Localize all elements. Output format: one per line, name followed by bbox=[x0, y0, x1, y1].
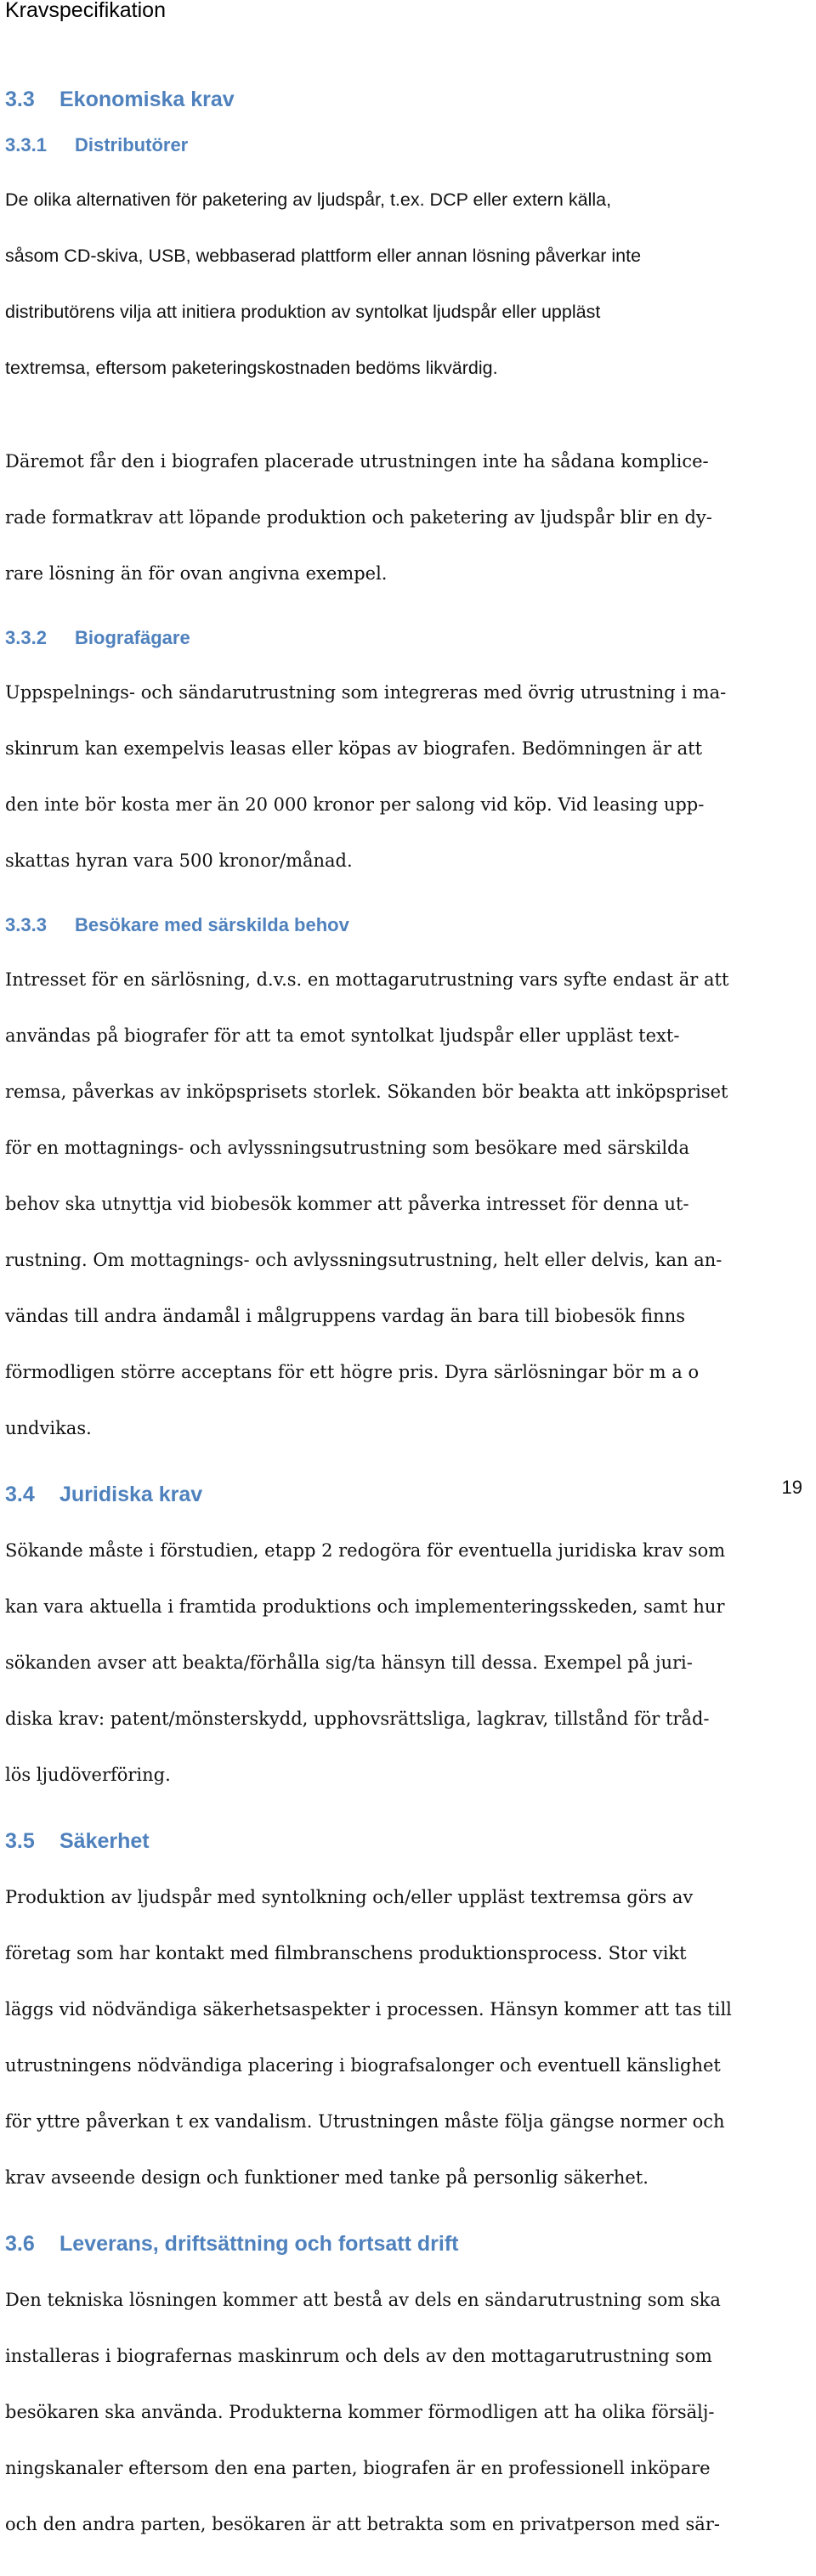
heading-number: 3.3 bbox=[5, 88, 35, 111]
heading-title: Ekonomiska krav bbox=[60, 88, 235, 111]
heading-3-5 bbox=[5, 1827, 811, 1856]
heading-3-6 bbox=[5, 2229, 811, 2258]
heading-title: Juridiska krav bbox=[60, 1483, 203, 1506]
heading-number: 3.5 bbox=[5, 1829, 35, 1853]
paragraph-legal: Sökande måste i förstudien, etapp 2 redogöra för eventuella juridiska krav som kan vara aktuella i framtida produktions och implementeringsskeden, samt hur sökanden avser att beakta/förhålla sig/ta hänsyn till dessa. Exempel på juri- diska krav: patent/mönsterskydd, upphovsrättsliga, lagkrav, tillstånd för tråd- lös ljudöverföring. bbox=[5, 1540, 726, 1785]
paragraph-delivery: Den tekniska lösningen kommer att bestå av dels en sändarutrustning som ska installeras i biografernas maskinrum och dels av den mottagarutrustning som besökaren ska använda. Produkterna kommer förmodligen att ha olika försälj- ningskanaler eftersom den ena parten, biografen är en professionell inköpare och den andra parten, besökaren är att betrakta som en privatperson med sär- bbox=[5, 2290, 721, 2534]
heading-3-3-2 bbox=[5, 625, 811, 651]
heading-3-4 bbox=[5, 1480, 811, 1509]
heading-title: Besökare med särskilda behov bbox=[75, 914, 349, 935]
page-content bbox=[5, 85, 811, 2576]
paragraph-distributors-1: De olika alternativen för paketering av ljudspår, t.ex. DCP eller extern källa, såsom CD-skiva, USB, webbaserad plattform eller annan lösning påverkar inte distributörens vilja att initiera produktion av syntolkat ljudspår eller uppläst textremsa, eftersom paketeringskostnaden bedöms likvärdig. bbox=[5, 189, 642, 378]
heading-3-3-3 bbox=[5, 912, 811, 938]
heading-number: 3.3.1 bbox=[5, 134, 47, 155]
heading-title: Säkerhet bbox=[60, 1829, 150, 1853]
page-number: 19 bbox=[781, 1477, 802, 1498]
heading-title: Leverans, driftsättning och fortsatt drift bbox=[60, 2232, 459, 2256]
heading-title: Biografägare bbox=[75, 627, 190, 648]
paragraph-distributors-2: Däremot får den i biografen placerade utrustningen inte ha sådana komplice- rade formatkrav att löpande produktion och paketering av ljudspår blir en dy- rare lösning än för ovan angivna exempel. bbox=[5, 451, 712, 584]
heading-number: 3.3.3 bbox=[5, 914, 47, 935]
heading-3-3-1 bbox=[5, 133, 811, 158]
heading-number: 3.4 bbox=[5, 1483, 35, 1506]
heading-3-3 bbox=[5, 85, 811, 114]
paragraph-safety: Produktion av ljudspår med syntolkning och/eller uppläst textremsa görs av företag som har kontakt med filmbranschens produktionsprocess. Stor vikt läggs vid nödvändiga säkerhetsaspekter i processen. Hänsyn kommer att tas till utrustningens nödvändiga placering i biografsalonger och eventuell känslighet för yttre påverkan t ex vandalism. Utrustningen måste följa gängse normer och krav avseende design och funktioner med tanke på personlig säkerhet. bbox=[5, 1887, 732, 2188]
running-header: Kravspecifikation bbox=[5, 0, 166, 22]
paragraph-visitors: Intresset för en särlösning, d.v.s. en mottagarutrustning vars syfte endast är att användas på biografer för att ta emot syntolkat ljudspår eller uppläst text- remsa, påverkas av inköpsprisets storlek. Sökanden bör beakta att inköpspriset för en mottagnings- och avlyssningsutrustning som besökare med särskilda behov ska utnyttja vid biobesök kommer att påverka intresset för denna ut- rustning. Om mottagnings- och avlyssningsutrustning, helt eller delvis, kan an- vändas till andra ändamål i målgruppens vardag än bara till biobesök finns förmodligen större acceptans för ett högre pris. Dyra särlösningar bör m a o undvikas. bbox=[5, 969, 729, 1438]
paragraph-cinema-owners: Uppspelnings- och sändarutrustning som integreras med övrig utrustning i ma- skinrum kan exempelvis leasas eller köpas av biografen. Bedömningen är att den inte bör kosta mer än 20 000 kronor per salong vid köp. Vid leasing upp- skattas hyran vara 500 kronor/månad. bbox=[5, 682, 727, 871]
heading-title: Distributörer bbox=[75, 134, 189, 155]
heading-number: 3.6 bbox=[5, 2232, 35, 2256]
heading-number: 3.3.2 bbox=[5, 627, 47, 648]
